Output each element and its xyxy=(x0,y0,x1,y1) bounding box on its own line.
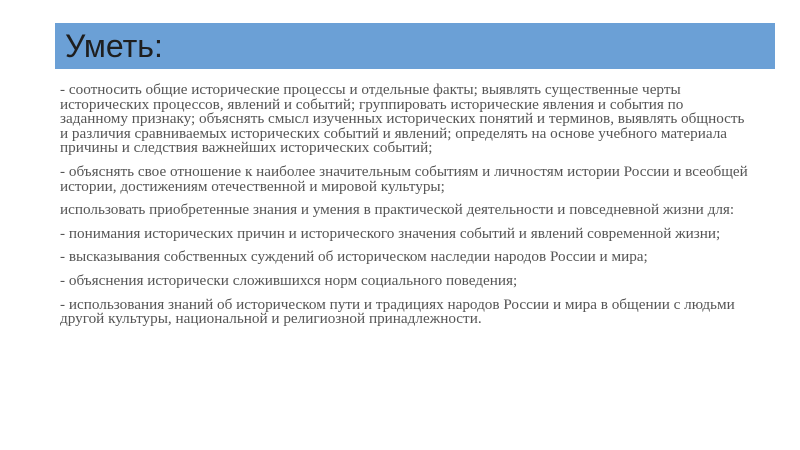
title-bar xyxy=(55,23,775,69)
slide-title: Уметь: xyxy=(65,28,163,64)
paragraph-2: - объяснять свое отношение к наиболее значительным событиям и личностям истории России и всеобщей истории, достижениям отечественной и мировой культуры; xyxy=(60,162,748,195)
paragraph-4: - понимания исторических причин и исторического значения событий и явлений современной жизни; xyxy=(60,224,721,242)
paragraph-3: использовать приобретенные знания и умения в практической деятельности и повседневной жизни для: xyxy=(60,201,735,219)
paragraph-7: - использования знаний об историческом пути и традициях народов России и мира в общении с людьми другой культуры, национальной и религиозной принадлежности. xyxy=(60,295,735,328)
paragraph-5: - высказывания собственных суждений об историческом наследии народов России и мира; xyxy=(60,248,648,266)
paragraph-1: - соотносить общие исторические процессы и отдельные факты; выявлять существенные черты исторических процессов, явлений и событий; группировать исторические явления и события по заданному признаку; объяснять смысл изученных исторических понятий и терминов, выявлять общность и различия сравниваемых исторических событий и явлений; определять на основе учебного материала причины и следствия важнейших исторических событий; xyxy=(60,81,745,157)
slide-body xyxy=(60,83,750,336)
paragraph-6: - объяснения исторически сложившихся норм социального поведения; xyxy=(60,271,518,289)
